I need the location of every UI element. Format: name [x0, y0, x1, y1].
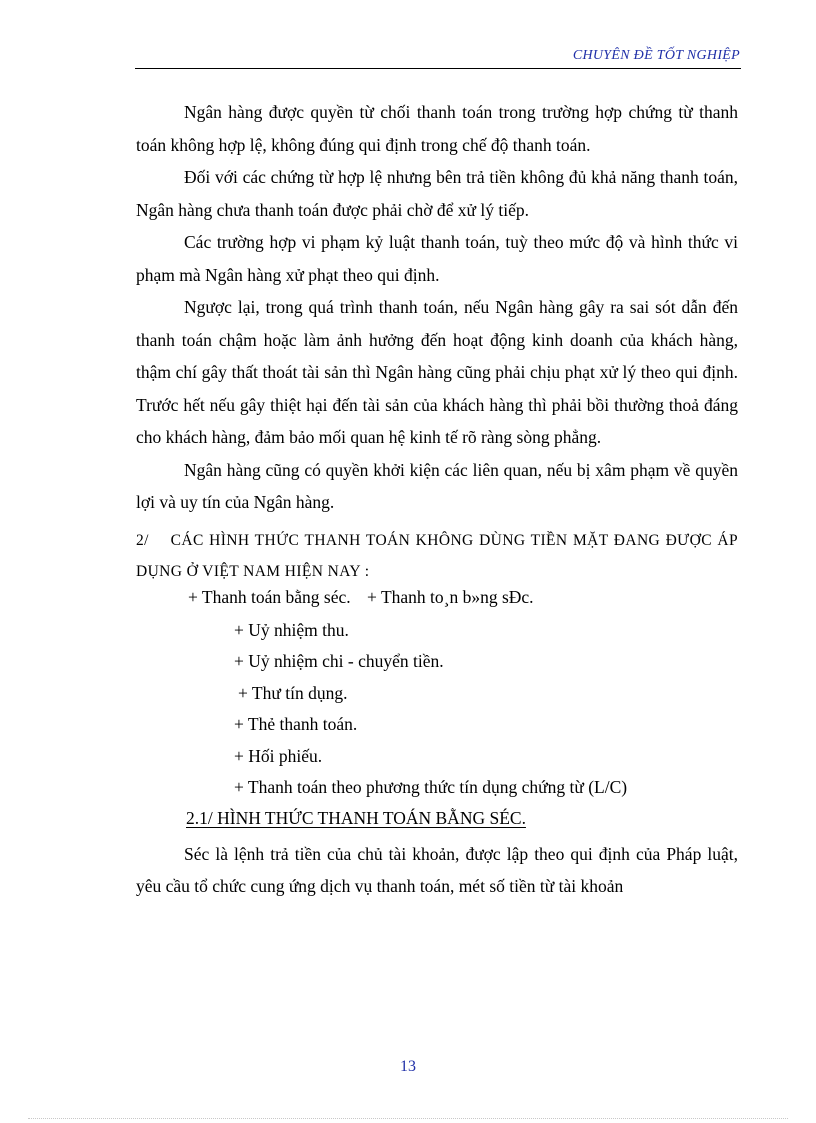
list-item: + Thanh toán theo phương thức tín dụng chứng từ (L/C): [234, 777, 628, 797]
subsection-paragraph: Séc là lệnh trả tiền của chủ tài khoản, được lập theo qui định của Pháp luật, yêu cầu tổ chức cung ứng dịch vụ thanh toán, mét số tiền từ tài khoản: [136, 843, 738, 896]
document-header-title: CHUYÊN ĐỀ TỐT NGHIỆP: [572, 48, 740, 63]
payment-methods-row: [188, 583, 738, 611]
method-cheque: + Thanh toán bằng séc.: [188, 586, 351, 607]
page-number: 13: [400, 1058, 416, 1075]
paragraph-2: Đối với các chứng từ hợp lệ nhưng bên trả tiền không đủ khả năng thanh toán, Ngân hàng chưa thanh toán được phải chờ để xử lý tiếp.: [136, 167, 738, 220]
list-item: + Hối phiếu.: [234, 745, 323, 766]
header-divider: [135, 68, 741, 69]
paragraph-5: Ngân hàng cũng có quyền khởi kiện các liên quan, nếu bị xâm phạm về quyền lợi và uy tín của Ngân hàng.: [136, 459, 738, 512]
paragraph-3: Các trường hợp vi phạm kỷ luật thanh toán, tuỳ theo mức độ và hình thức vi phạm mà Ngân hàng xử phạt theo qui định.: [136, 232, 738, 285]
footer-divider: [28, 1118, 788, 1119]
list-item: + Thẻ thanh toán.: [234, 714, 358, 734]
list-item: + Uỷ nhiệm chi - chuyển tiền.: [234, 651, 444, 671]
paragraph-1: Ngân hàng được quyền từ chối thanh toán trong trường hợp chứng từ thanh toán không hợp lệ, không đúng qui định trong chế độ thanh toán.: [136, 102, 738, 155]
list-item: + Thư tín dụng.: [238, 682, 348, 703]
subsection-2-1-heading: 2.1/ HÌNH THỨC THANH TOÁN BẰNG SÉC.: [186, 807, 526, 828]
page-content: [136, 96, 743, 903]
payment-methods-list: [234, 615, 738, 804]
list-item: + Uỷ nhiệm thu.: [234, 619, 349, 640]
paragraph-4: Ngược lại, trong quá trình thanh toán, nếu Ngân hàng gây ra sai sót dẫn đến thanh toán chậm hoặc làm ảnh hưởng đến hoạt động kinh doanh của khách hàng, thậm chí gây thất thoát tài sản thì Ngân hàng cũng phải chịu phạt xử lý theo qui định. Trước hết nếu gây thiệt hại đến tài sản của khách hàng thì phải bồi thường thoả đáng cho khách hàng, đảm bảo mối quan hệ kinh tế rõ ràng sòng phẳng.: [136, 297, 738, 447]
section-2-heading: 2/ CÁC HÌNH THỨC THANH TOÁN KHÔNG DÙNG TIỀN MẶT ĐANG ĐƯỢC ÁP DỤNG Ở VIỆT NAM HIỆN NAY :: [136, 531, 743, 580]
method-cheque-garbled: + Thanh to¸n b»ng sÐc.: [367, 586, 534, 607]
